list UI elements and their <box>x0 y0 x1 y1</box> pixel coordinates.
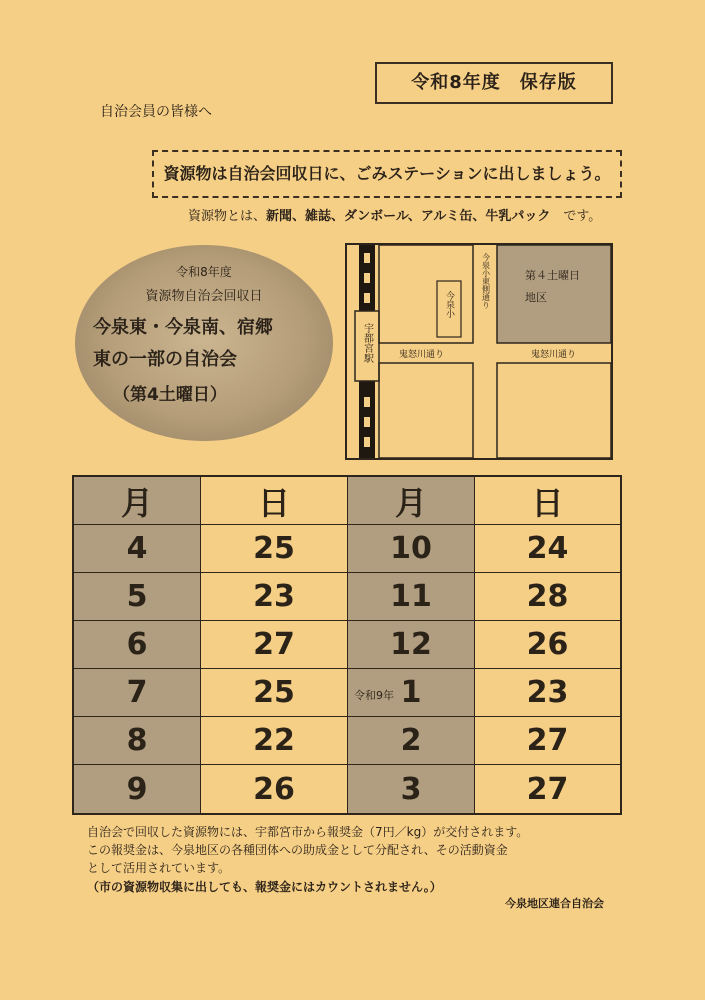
target-area-label-2: 地区 <box>525 291 547 304</box>
month-cell: 7 <box>74 669 201 717</box>
day-cell: 24 <box>475 525 620 573</box>
header-month-1: 月 <box>74 477 201 525</box>
month-cell: 8 <box>74 717 201 765</box>
day-cell: 27 <box>526 771 569 807</box>
header-day-2: 日 <box>475 477 620 525</box>
target-area <box>497 245 611 343</box>
month-cell: 9 <box>74 765 201 813</box>
month-cell: 2 <box>348 717 475 765</box>
day-cell: 26 <box>475 621 620 669</box>
month-cell: 4 <box>74 525 201 573</box>
area-map <box>345 243 613 460</box>
items-list: 新聞、雑誌、ダンボール、アルミ缶、牛乳パック <box>266 209 551 224</box>
day-cell: 23 <box>201 573 348 621</box>
month-cell: 5 <box>74 573 201 621</box>
footer-line-1: 自治会で回収した資源物には、宇都宮市から報奨金（7円／kg）が交付されます。 <box>87 825 529 839</box>
edition-badge: 令和8年度 保存版 <box>375 62 613 104</box>
month-value: 1 <box>400 675 422 710</box>
school-label: 今泉小 <box>444 291 454 318</box>
oval-subtitle: 資源物自治会回収日 <box>145 289 263 304</box>
greeting: 自治会員の皆様へ <box>100 104 212 120</box>
items-prefix: 資源物とは、 <box>188 209 267 224</box>
header-day-1: 日 <box>201 477 348 525</box>
month-cell: 11 <box>348 573 475 621</box>
oval-day: （第4土曜日） <box>113 385 227 405</box>
day-cell: 22 <box>201 717 348 765</box>
oval-area-2: 東の一部の自治会 <box>93 349 237 370</box>
day-cell: 27 <box>475 717 620 765</box>
day-cell: 27 <box>201 621 348 669</box>
road-right-label: 鬼怒川通り <box>531 350 577 360</box>
month-cell: 6 <box>74 621 201 669</box>
collection-day-oval <box>75 245 333 441</box>
month-cell: 10 <box>348 525 475 573</box>
month-cell: 12 <box>348 621 475 669</box>
road-left-label: 鬼怒川通り <box>399 350 445 360</box>
day-cell: 25 <box>201 669 348 717</box>
station-label: 宇都宮駅 <box>361 323 373 363</box>
day-cell: 25 <box>201 525 348 573</box>
day-cell: 26 <box>201 765 348 813</box>
calendar-table <box>72 475 622 815</box>
footer-line-2: この報奨金は、今泉地区の各種団体への助成金として分配され、その活動資金 <box>87 843 508 857</box>
oval-area-1: 今泉東・今泉南、宿郷 <box>93 317 273 338</box>
items-line <box>188 205 601 224</box>
footer-line-3: として活用されています。 <box>87 861 231 875</box>
association-name: 今泉地区連合自治会 <box>505 897 604 910</box>
header-month-2: 月 <box>348 477 475 525</box>
month-cell: 3 <box>348 765 475 813</box>
oval-year: 令和8年度 <box>176 265 232 279</box>
road-vertical-label: 今泉小東側通り <box>481 253 491 309</box>
day-cell: 28 <box>475 573 620 621</box>
era-label: 令和9年 <box>354 689 394 702</box>
notice-box: 資源物は自治会回収日に、ごみステーションに出しましょう。 <box>152 150 622 198</box>
footer-line-4: （市の資源物収集に出しても、報奨金にはカウントされません。） <box>87 880 442 894</box>
target-area-label: 第４土曜日 <box>525 269 580 282</box>
items-suffix: です。 <box>563 209 602 224</box>
month-cell-era <box>348 669 475 717</box>
day-cell: 23 <box>475 669 620 717</box>
